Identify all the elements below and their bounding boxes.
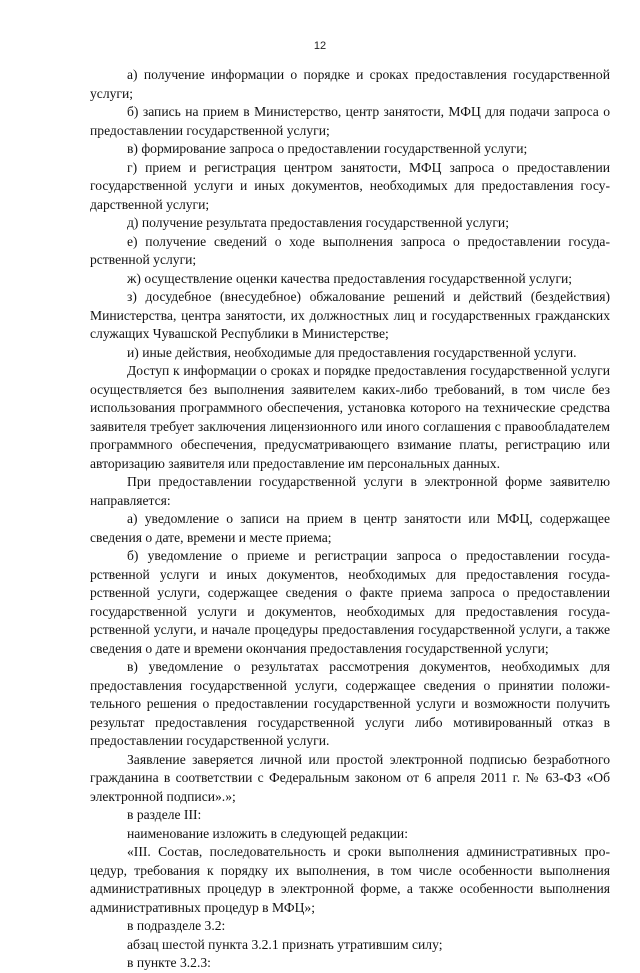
paragraph: а) получение информации о порядке и сроках предоставления государственной услуги;: [90, 67, 610, 101]
paragraph: в подразделе 3.2:: [127, 918, 226, 933]
paragraph: з) досудебное (внесудебное) обжалование решений и действий (бездействия) Министерства, центра занятости, их должностных лиц и государственных гражданских служащих Чувашской Республики в Министерстве;: [90, 289, 610, 341]
document-body: [90, 66, 610, 973]
paragraph: г) прием и регистрация центром занятости, МФЦ запроса о предоставлении государственной услуги и иных документов, необходимых для предоставления государственной услуги;: [90, 159, 610, 212]
paragraph: «III. Состав, последовательность и сроки выполнения административных процедур, требования к порядку их выполнения, в том числе особенности выполнения административных процедур в электронной форме, а также особенности выполнения административных процедур в МФЦ»;: [90, 844, 610, 915]
paragraph: б) запись на прием в Министерство, центр занятости, МФЦ для подачи запроса о предоставлении государственной услуги;: [90, 104, 610, 138]
page-number: 12: [313, 40, 327, 52]
paragraph: наименование изложить в следующей редакции:: [127, 825, 408, 841]
paragraph: При предоставлении государственной услуги в электронной форме заявителю направляется:: [90, 474, 610, 508]
paragraph: б) уведомление о приеме и регистрации запроса о предоставлении государственной услуги и иных документов, необходимых для предоставления государственной услуги, содержащее сведения о факте приема запроса о предоставлении государственной услуги и документов, необходимых для предоставления государственной услуги, и начале процедуры предоставления государственной услуги, а также сведения о дате и времени окончания предоставления государственной услуги;: [90, 548, 610, 656]
paragraph: и) иные действия, необходимые для предоставления государственной услуги.: [127, 344, 577, 360]
paragraph: д) получение результата предоставления государственной услуги;: [127, 215, 509, 230]
paragraph: Заявление заверяется личной или простой электронной подписью безработного гражданина в соответствии с Федеральным законом от 6 апреля 2011 г. № 63-ФЗ «Об электронной подписи».»;: [90, 751, 610, 804]
paragraph: в разделе III:: [127, 807, 202, 822]
paragraph: абзац шестой пункта 3.2.1 признать утратившим силу;: [127, 936, 443, 952]
paragraph: е) получение сведений о ходе выполнения запроса о предоставлении государственной услуги;: [90, 233, 610, 267]
paragraph: в) формирование запроса о предоставлении государственной услуги;: [127, 141, 528, 156]
paragraph: ж) осуществление оценки качества предоставления государственной услуги;: [127, 270, 573, 286]
paragraph: Доступ к информации о сроках и порядке предоставления государственной услуги осуществляется без выполнения заявителем каких-либо требований, в том числе без использования программного обеспечения, установка которого на технические средства заявителя требует заключения лицензионного или иного соглашения с правообладателем программного обеспечения, предусматривающего взимание платы, регистрацию или авторизацию заявителя или предоставление им персональных данных.: [90, 363, 610, 471]
paragraph: в) уведомление о результатах рассмотрения документов, необходимых для предоставления государственной услуги, содержащее сведения о принятии положительного решения о предоставлении государственной услуги и возможности получить результат предоставления государственной услуги либо мотивированный отказ в предоставлении государственной услуги.: [90, 659, 610, 748]
paragraph: в пункте 3.2.3:: [127, 955, 211, 970]
paragraph: а) уведомление о записи на прием в центр занятости или МФЦ, содержащее сведения о дате, времени и месте приема;: [90, 511, 610, 545]
